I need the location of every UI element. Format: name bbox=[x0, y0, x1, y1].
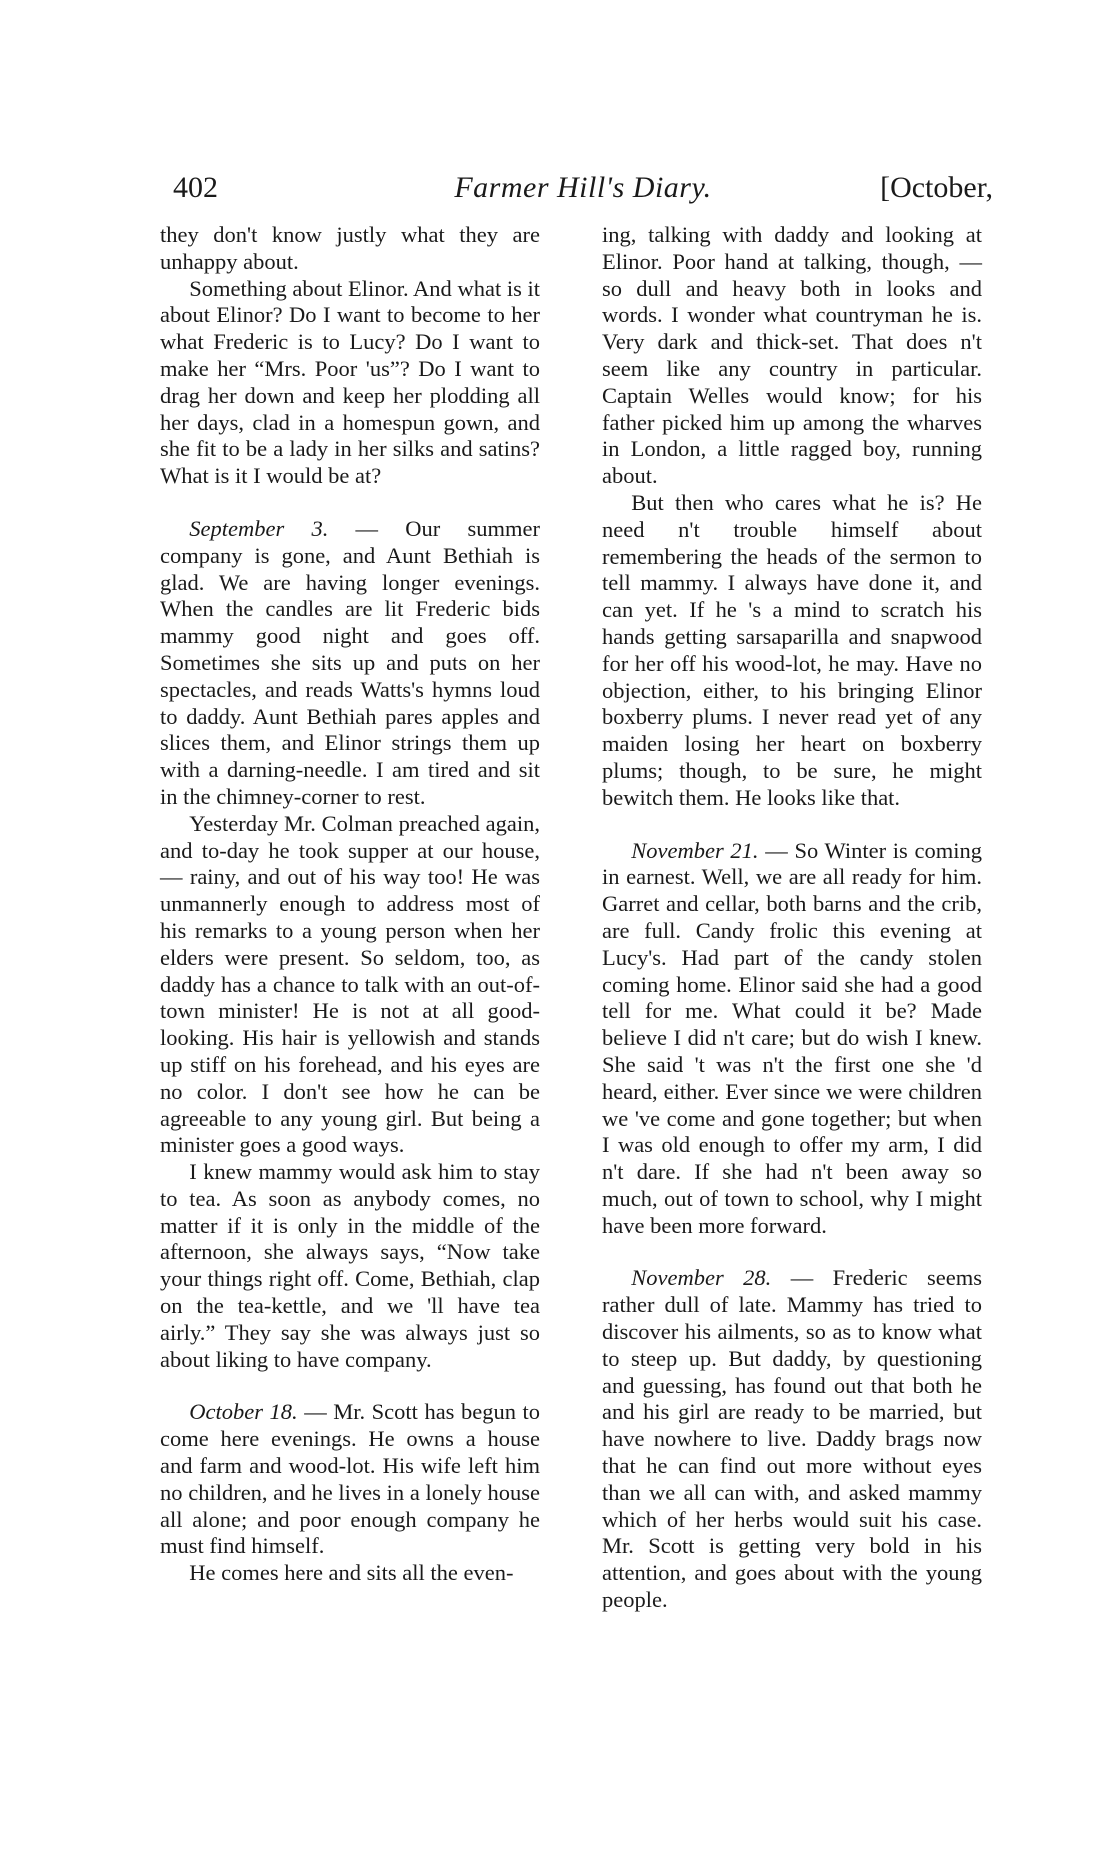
paragraph: they don't know justly what they are unhappy about. bbox=[160, 222, 540, 274]
entry-text: — Mr. Scott has begun to come here evenings. He owns a house and farm and wood-lot. His wife left him no children, and he lives in a lonely house all alone; and poor enough company he must find himself. bbox=[160, 1399, 540, 1559]
paragraph: ing, talking with daddy and looking at Elinor. Poor hand at talking, though, — so dull and heavy both in looks and words. I wonder what countryman he is. Very dark and thick-set. That does n't seem like any country in particular. Captain Welles would know; for his father picked him up among the wharves in London, a little ragged boy, running about. bbox=[602, 222, 982, 489]
paragraph: I knew mammy would ask him to stay to tea. As soon as anybody comes, no matter if it is only in the middle of the afternoon, she always says, “Now take your things right off. Come, Bethiah, clap on the tea-kettle, and we 'll have tea airly.” They say she was always just so about liking to have company. bbox=[160, 1159, 540, 1372]
entry-text: — Our summer company is gone, and Aunt Bethiah is glad. We are having longer evenings. When the candles are lit Frederic bids mammy good night and goes off. Sometimes she sits up and puts on her spectacles, and reads Watts's hymns loud to daddy. Aunt Bethiah pares apples and slices them, and Elinor strings them up with a darning-needle. I am tired and sit in the chimney-corner to rest. bbox=[160, 515, 540, 809]
diary-entry bbox=[160, 1399, 540, 1560]
running-header bbox=[173, 166, 993, 210]
running-month: [October, bbox=[880, 171, 993, 204]
entry-text: — Frederic seems rather dull of late. Mammy has tried to discover his ailments, so as to know what to steep up. But daddy, by questioning and guessing, has found out that both he and his girl are ready to be married, but have nowhere to live. Daddy brags now that he can find out more without eyes than we all can with, and asked mammy which of her herbs would suit his case. Mr. Scott is getting very bold in his attention, and goes about with the young people. bbox=[602, 1265, 982, 1613]
entry-date: November 21. bbox=[631, 837, 759, 863]
running-title: Farmer Hill's Diary. bbox=[454, 171, 712, 204]
left-column bbox=[160, 222, 540, 1587]
entry-date: November 28. bbox=[631, 1265, 772, 1291]
right-column bbox=[602, 222, 982, 1614]
entry-date: October 18. bbox=[189, 1399, 298, 1425]
paragraph: He comes here and sits all the even- bbox=[189, 1560, 514, 1586]
diary-entry bbox=[602, 838, 982, 1240]
diary-entry bbox=[160, 516, 540, 811]
diary-entry bbox=[602, 1265, 982, 1613]
entry-date: September 3. bbox=[189, 515, 329, 541]
entry-text: — So Winter is coming in earnest. Well, we are all ready for him. Garret and cellar, both barns and the crib, are full. Candy frolic this evening at Lucy's. Had part of the candy stolen coming home. Elinor said she had a good tell for me. What could it be? Made believe I did n't care; but do wish I knew. She said 't was n't the first one she 'd heard, either. Ever since we were children we 've come and gone together; but when I was old enough to offer my arm, I did n't dare. If she had n't been away so much, out of town to school, why I might have been more forward. bbox=[602, 837, 982, 1238]
paragraph: But then who cares what he is? He need n't trouble himself about remembering the heads of the sermon to tell mammy. I always have done it, and can yet. If he 's a mind to scratch his hands getting sarsaparilla and snapwood for her off his wood-lot, he may. Have no objection, either, to his bringing Elinor boxberry plums. I never read yet of any maiden losing her heart on boxberry plums; though, to be sure, he might bewitch them. He looks like that. bbox=[602, 489, 982, 810]
paragraph: Something about Elinor. And what is it about Elinor? Do I want to become to her what Frederic is to Lucy? Do I want to make her “Mrs. Poor 'us”? Do I want to drag her down and keep her plodding all her days, clad in a homespun gown, and she fit to be a lady in her silks and satins? What is it I would be at? bbox=[160, 275, 540, 489]
paragraph: Yesterday Mr. Colman preached again, and to-day he took supper at our house, — rainy, and out of his way too! He was unmannerly enough to address most of his remarks to a young person when her elders were present. So seldom, too, as daddy has a chance to talk with an out-of-town minister! He is not at all good-looking. His hair is yellowish and stands up stiff on his forehead, and his eyes are no color. I don't see how he can be agreeable to any young girl. But being a minister goes a good ways. bbox=[160, 810, 540, 1158]
page-number: 402 bbox=[173, 171, 218, 204]
